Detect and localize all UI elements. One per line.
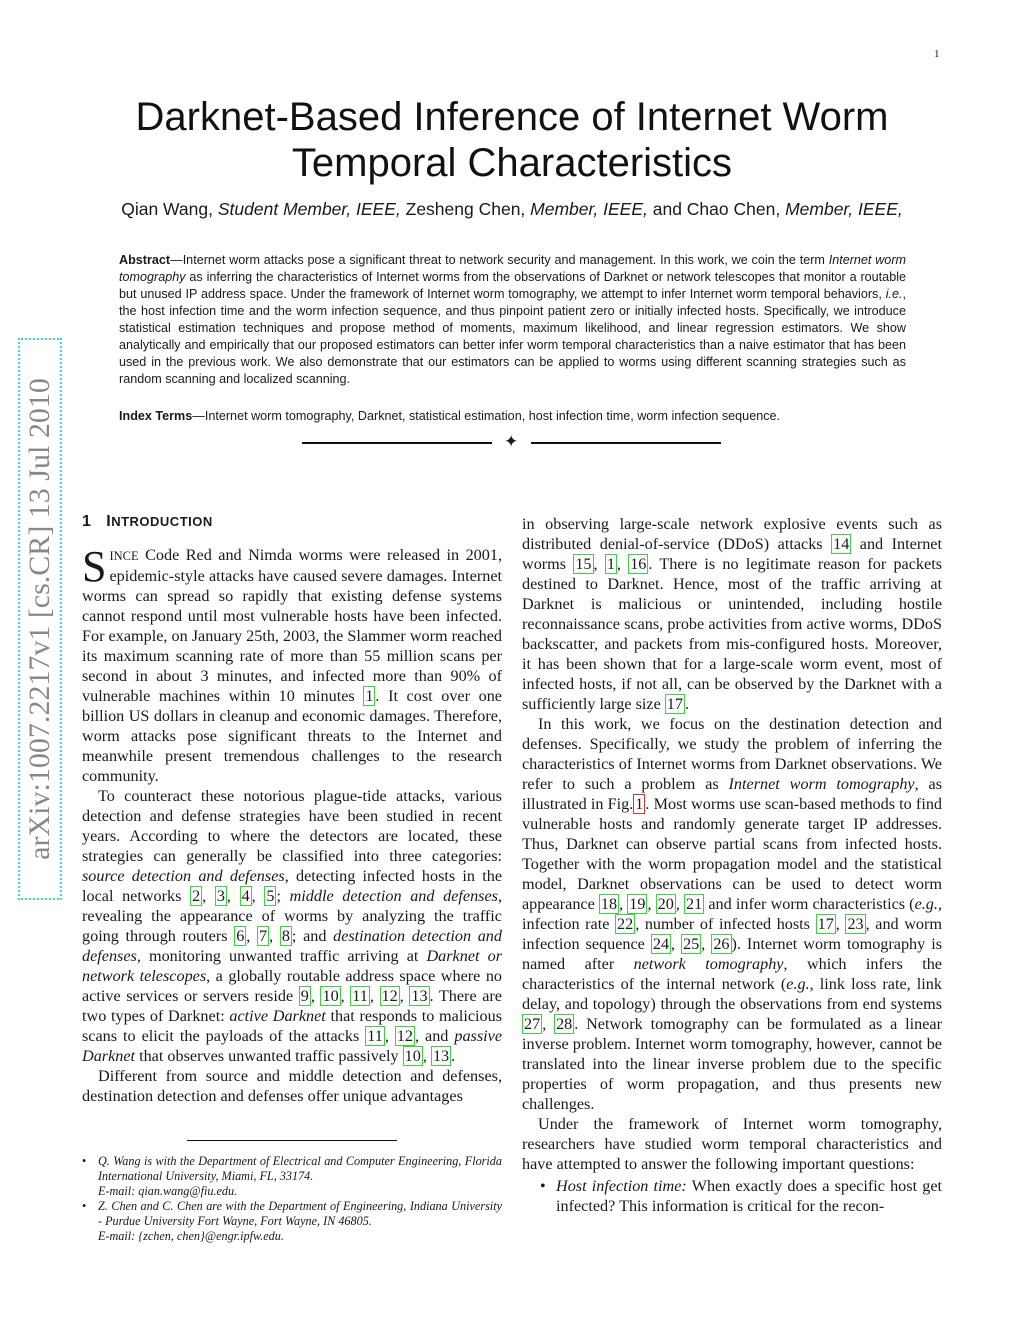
citation-link[interactable]: 21	[686, 895, 703, 913]
author-role: Member, IEEE,	[530, 199, 648, 219]
right-column	[522, 514, 942, 1216]
citation-link[interactable]: 9	[300, 987, 309, 1005]
citation-link[interactable]: 14	[833, 535, 850, 553]
italic-text: Host infection time:	[556, 1177, 687, 1195]
footnote-rule	[187, 1140, 397, 1141]
paragraph: Different from source and middle detection and defenses, destination detection and defenses offer unique advantages	[82, 1067, 502, 1105]
citation-link[interactable]: 1	[606, 555, 615, 573]
footnote-email: E-mail: qian.wang@fiu.edu.	[98, 1184, 238, 1198]
citation-link[interactable]: 20	[657, 895, 674, 913]
footnote	[82, 1154, 502, 1199]
citation-link[interactable]: 4	[241, 887, 250, 905]
footnotes	[82, 1154, 502, 1244]
citation-link[interactable]: 23	[847, 915, 864, 933]
citation-link[interactable]: 17	[666, 695, 683, 713]
italic-text: middle detection and defenses	[289, 887, 498, 905]
citation-link[interactable]: 22	[617, 915, 634, 933]
author-name: and Chao Chen,	[652, 199, 781, 219]
paragraph: Under the framework of Internet worm tomography, researchers have studied worm temporal characteristics and have attempted to answer the following important questions:	[522, 1115, 942, 1173]
index-terms-label: Index Terms	[119, 409, 193, 423]
italic-text: e.g.	[786, 975, 810, 993]
citation-link[interactable]: 12	[396, 1027, 414, 1045]
citation-link[interactable]: 13	[432, 1047, 450, 1065]
italic-text: Internet worm tomography	[119, 253, 906, 284]
divider-left	[302, 442, 492, 444]
citation-link[interactable]: 1	[365, 687, 374, 705]
paragraph-text: Code Red and Nimda worms were released in 2001, epidemic-style attacks have caused severe damages. Internet worms can spread so rapidly that existing defense systems cannot respond until most vulnerable hosts have been infected. For example, on January 25th, 2003, the Slammer worm reached its maximum scanning rate of more than 55 million scans per second in about 3 minutes, and infected more than 90% of vulnerable machines within 10 minutes 1 . It cost over one billion US dollars in cleanup and economic damages. Therefore, worm attacks pose significant threats to the Internet and meanwhile present tremendous challenges to the research community.	[82, 546, 502, 785]
citation-link[interactable]: 15	[575, 555, 592, 573]
citation-link[interactable]: 26	[713, 935, 730, 953]
italic-text: source detection and defenses	[82, 867, 285, 885]
abstract-label: Abstract	[119, 253, 171, 267]
italic-text: active Darknet	[229, 1007, 326, 1025]
small-caps-lead: INCE	[109, 549, 139, 563]
divider-diamond-icon: ✦	[504, 432, 519, 452]
citation-link[interactable]: 24	[652, 935, 670, 953]
author-list	[0, 199, 1024, 220]
paragraph: in observing large-scale network explosive events such as distributed denial-of-service (DDoS) attacks 14 and Internet worms 15 , 1 , 16 . There is no legitimate reason for packets destined to Darknet. Hence, most of the traffic arriving at Darknet is malicious or unintended, including hostile reconnaissance scans, probe activities from active worms, DDoS backscatter, and packets from mis-configured hosts. Moreover, it has been shown that for a large-scale worm event, most of infected hosts, if not all, can be observed by the Darknet with a sufficiently large size 17 .	[522, 515, 942, 713]
footnote-email: E-mail: {zchen, chen}@engr.ipfw.edu.	[98, 1229, 284, 1243]
italic-text: network tomography	[633, 955, 784, 973]
author-role: Member, IEEE,	[785, 199, 903, 219]
paragraph: In this work, we focus on the destination detection and defenses. Specifically, we study the problem of inferring the characteristics of Internet worms from Darknet observations. We refer to such a problem as Internet worm tomography, as illustrated in Fig. 1 . Most worms use scan-based methods to find vulnerable hosts and randomly generate target IP addresses. Thus, Darknet can observe partial scans from infected hosts. Together with the worm propagation model and the statistical model, Darknet observations can be used to detect worm appearance 18 , 19 , 20 , 21 and infer worm characteristics (e.g., infection rate 22 , number of infected hosts 17 , 23 , and worm infection sequence 24 , 25 , 26 ). Internet worm tomography is named after network tomography, which infers the characteristics of the internal network (e.g., link loss rate, link delay, and topology) through the observations from end systems 27 , 28 . Network tomography can be formulated as a linear inverse problem. Internet worm tomography, however, cannot be translated into the linear inverse problem due to the specific properties of worm propagation, and thus presents new challenges.	[522, 715, 943, 1113]
divider-right	[531, 442, 721, 444]
citation-link[interactable]: 28	[556, 1015, 573, 1033]
index-terms-text: —Internet worm tomography, Darknet, statistical estimation, host infection time, worm infection sequence.	[192, 409, 780, 423]
paper-title	[0, 94, 1024, 186]
citation-link[interactable]: 12	[381, 987, 398, 1005]
citation-link[interactable]: 3	[216, 887, 225, 905]
italic-text: Internet worm tomography	[728, 775, 915, 793]
citation-link[interactable]: 7	[259, 927, 268, 945]
citation-link[interactable]: 11	[367, 1027, 383, 1045]
author-name: Qian Wang,	[121, 199, 213, 219]
arxiv-stamp	[18, 338, 62, 900]
section-title-initial: I	[106, 513, 112, 530]
citation-link[interactable]: 10	[322, 987, 339, 1005]
title-line: Darknet-Based Inference of Internet Worm	[135, 95, 889, 139]
italic-text: passive Darknet	[82, 1027, 503, 1065]
citation-link[interactable]: 6	[236, 927, 245, 945]
author-name: Zesheng Chen,	[405, 199, 526, 219]
citation-link[interactable]: 25	[683, 935, 700, 953]
page-number: 1	[934, 48, 940, 60]
bullet-item: • Host infection time: When exactly does a specific host get infected? This information is critical for the recon-	[522, 1176, 942, 1216]
index-terms	[119, 408, 906, 425]
author-role: Student Member, IEEE,	[217, 199, 401, 219]
paragraph: To counteract these notorious plague-tide attacks, various detection and defense strategies have been studied in recent years. According to where the detectors are located, these strategies can generally be classified into three categories: source detection and defenses, detecting infected hosts in the local networks 2 , 3 , 4 , 5 ; middle detection and defenses, revealing the appearance of worms by analyzing the traffic going through routers 6 , 7 , 8 ; and destination detection and defenses, monitoring unwanted traffic arriving at Darknet or network telescopes, a globally routable address space where no active services or servers reside 9 , 10 , 11 , 12 , 13 . There are two types of Darknet: active Darknet that responds to malicious scans to elicit the payloads of the attacks 11 , 12 , and passive Darknet that observes unwanted traffic passively 10 , 13 .	[82, 787, 503, 1065]
citation-link[interactable]: 18	[600, 895, 618, 913]
citation-link[interactable]: 8	[281, 927, 290, 945]
italic-text: Darknet or network telescopes	[82, 947, 502, 985]
section-title-rest: NTRODUCTION	[111, 514, 213, 529]
italic-text: destination detection and defenses	[82, 927, 502, 965]
citation-link[interactable]: 17	[817, 915, 834, 933]
italic-text: e.g.	[914, 895, 938, 913]
section-heading	[82, 513, 213, 531]
citation-link[interactable]: 10	[404, 1047, 421, 1065]
citation-link[interactable]: 19	[629, 895, 646, 913]
italic-text: i.e.	[885, 287, 903, 301]
citation-link[interactable]: 27	[524, 1015, 541, 1033]
citation-link[interactable]: 16	[630, 555, 647, 573]
citation-link[interactable]: 11	[352, 987, 368, 1005]
citation-link[interactable]: 2	[192, 887, 201, 905]
drop-cap: S	[82, 542, 107, 591]
section-number: 1	[82, 513, 92, 530]
left-column	[82, 542, 503, 1106]
footnote-affiliation: Q. Wang is with the Department of Electrical and Computer Engineering, Florida International University, Miami, FL, 33174.	[98, 1154, 502, 1183]
footnote	[82, 1199, 502, 1244]
citation-link[interactable]: 13	[411, 987, 428, 1005]
footnote-affiliation: Z. Chen and C. Chen are with the Department of Engineering, Indiana University - Purdue University Fort Wayne, Fort Wayne, IN 46805.	[98, 1199, 502, 1228]
figure-reference-link[interactable]: 1	[635, 795, 644, 813]
title-line: Temporal Characteristics	[291, 141, 733, 185]
arxiv-identifier[interactable]: arXiv:1007.2217v1 [cs.CR] 13 Jul 2010	[23, 378, 56, 860]
abstract	[119, 252, 906, 388]
citation-link[interactable]: 5	[266, 887, 275, 905]
abstract-text: —Internet worm attacks pose a significant threat to network security and management. In this work, we coin the term Internet worm tomography as inferring the characteristics of Internet worms from the observations of Darknet or network telescopes that monitor a routable but unused IP address space. Under the framework of Internet worm tomography, we attempt to infer Internet worm temporal behaviors, i.e., the host infection time and the worm infection sequence, and thus pinpoint patient zero or initially infected hosts. Specifically, we introduce statistical estimation techniques and propose method of moments, maximum likelihood, and linear regression estimators. We show analytically and empirically that our proposed estimators can better infer worm temporal characteristics than a naive estimator that has been used in the previous work. We also demonstrate that our estimators can be applied to worms using different scanning strategies such as random scanning and localized scanning.	[119, 253, 906, 386]
paragraph	[82, 542, 502, 786]
